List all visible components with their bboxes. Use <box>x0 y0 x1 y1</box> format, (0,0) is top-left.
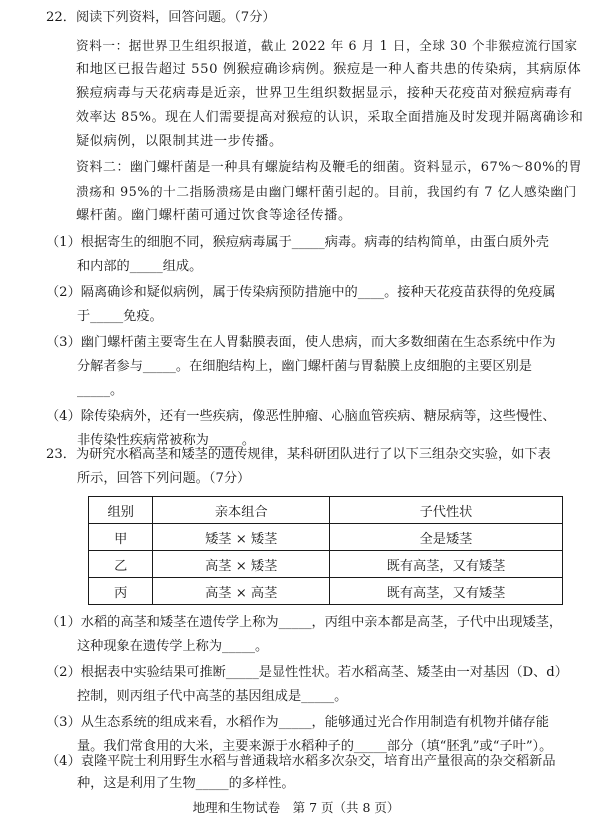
q23-question-3-line: 量。我们常食用的大米，主要来源于水稻种子的_____部分（填“胚乳”或“子叶”）。 <box>77 739 553 754</box>
q22-material1-line: 和地区已报告超过 550 例猴痘确诊病例。猴痘是一种人畜共患的传染病，其病原体 <box>76 62 582 77</box>
q23-question-1-line: 这种现象在遗传学上称为_____。 <box>77 639 269 654</box>
q22-question-1-line: （1）根据寄生的细胞不同，猴痘病毒属于_____病毒。病毒的结构简单，由蛋白质外壳 <box>46 235 549 250</box>
q23-question-2-line: （2）根据表中实验结果可推断_____是显性性状。若水稻高茎、矮茎由一对基因（D、d） <box>46 665 568 680</box>
table-row <box>89 551 563 578</box>
q23-question-1-line: （1）水稻的高茎和矮茎在遗传学上称为_____，丙组中亲本都是高茎，子代中出现矮茎， <box>46 615 563 630</box>
q22-question-3-line: 分解者参与_____。在细胞结构上，幽门螺杆菌与胃黏膜上皮细胞的主要区别是 <box>77 359 532 374</box>
table-header-cell: 子代性状 <box>330 497 563 524</box>
q22-question-3-line: _____。 <box>77 383 124 398</box>
q23-question-4-line: （4）袁隆平院士利用野生水稻与普通栽培水稻多次杂交，培育出产量很高的杂交稻新品 <box>46 754 556 769</box>
q22-question-3-line: （3）幽门螺杆菌主要寄生在人胃黏膜表面，使人患病，而大多数细菌在生态系统中作为 <box>46 335 556 350</box>
q22-material1-line: 资料一：据世界卫生组织报道，截止 2022 年 6 月 1 日，全球 30 个非猴痘流行国家 <box>76 38 578 53</box>
q22-material2-line: 溃疡和 95%的十二指肠溃疡是由幽门螺杆菌引起的。目前，我国约有 7 亿人感染幽门 <box>76 184 577 199</box>
q23-stem-line: 23．为研究水稻高茎和矮茎的遗传规律，某科研团队进行了以下三组杂交实验，如下表 <box>46 447 551 462</box>
table-cell: 丙 <box>89 578 153 605</box>
table-header-row <box>89 497 563 524</box>
table-cell: 乙 <box>89 551 153 578</box>
q22-material1-line: 效率达 85%。现在人们需要提高对猴痘的认识，采取全面措施及时发现并隔离确诊和 <box>76 110 584 125</box>
q23-question-3-line: （3）从生态系统的组成来看，水稻作为_____，能够通过光合作用制造有机物并储存能 <box>46 715 549 730</box>
q23-stem-line: 所示，回答下列问题。（7分） <box>77 471 251 486</box>
q22-question-4-line: 非传染性疾病常被称为_____。 <box>77 433 256 448</box>
q22-question-2-line: （2）隔离确诊和疑似病例，属于传染病预防措施中的____。接种天花疫苗获得的免疫属 <box>46 285 556 300</box>
table-cell: 既有高茎，又有矮茎 <box>330 578 563 605</box>
q22-question-4-line: （4）除传染病外，还有一些疾病，像恶性肿瘤、心脑血管疾病、糖尿病等，这些慢性、 <box>46 409 556 424</box>
table-header-cell: 亲本组合 <box>153 497 330 524</box>
q23-question-2-line: 控制，则丙组子代中高茎的基因组成是_____。 <box>77 689 348 704</box>
q22-material2-line: 资料二：幽门螺杆菌是一种具有螺旋结构及鞭毛的细菌。资料显示，67%～80%的胃 <box>76 160 583 175</box>
table-cell: 高茎 × 矮茎 <box>153 551 330 578</box>
q22-material1-line: 疑似病例，以限制其进一步传播。 <box>76 134 283 149</box>
table-cell: 矮茎 × 矮茎 <box>153 524 330 551</box>
cross-experiment-table <box>88 496 563 605</box>
table-row <box>89 578 563 605</box>
q22-stem: 22．阅读下列资料，回答问题。（7分） <box>46 10 276 25</box>
q22-question-1-line: 和内部的_____组成。 <box>77 259 203 274</box>
table-cell: 甲 <box>89 524 153 551</box>
q23-question-4-line: 种，这是利用了生物_____的多样性。 <box>77 776 295 791</box>
table-row <box>89 524 563 551</box>
page-footer: 地理和生物试卷 第 7 页（共 8 页） <box>192 800 400 815</box>
table-header-cell: 组别 <box>89 497 153 524</box>
q22-material1-line: 猴痘病毒与天花病毒是近亲，世界卫生组织数据显示，接种天花疫苗对猴痘病毒有 <box>76 86 573 101</box>
q22-question-2-line: 于_____免疫。 <box>77 309 163 324</box>
table-cell: 全是矮茎 <box>330 524 563 551</box>
q22-material2-line: 螺杆菌。幽门螺杆菌可通过饮食等途径传播。 <box>76 208 352 223</box>
table-cell: 高茎 × 高茎 <box>153 578 330 605</box>
table-cell: 既有高茎，又有矮茎 <box>330 551 563 578</box>
